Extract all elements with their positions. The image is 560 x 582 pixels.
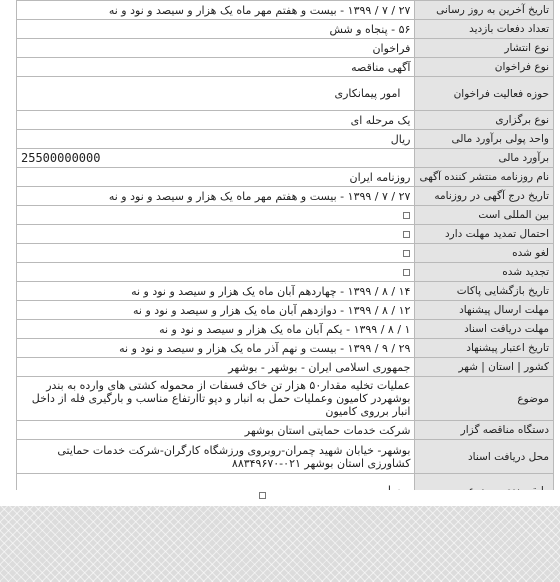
table-row — [17, 244, 554, 263]
small-checkbox — [259, 492, 266, 499]
row-label: تاریخ آخرین به روز رسانی — [415, 1, 554, 20]
table-row — [17, 440, 554, 474]
table-row — [17, 358, 554, 377]
table-row — [17, 320, 554, 339]
row-label: تاریخ درج آگهی در روزنامه — [415, 187, 554, 206]
table-row — [17, 58, 554, 77]
row-label: لغو شده — [415, 244, 554, 263]
row-label: تعداد دفعات بازدید — [415, 20, 554, 39]
table-row — [17, 77, 554, 111]
spacer — [0, 490, 560, 506]
row-value: ۱۲ / ۸ / ۱۳۹۹ - دوازدهم آبان ماه یک هزار و سیصد و نود و نه — [17, 301, 415, 320]
row-value: جمهوری اسلامی ایران - بوشهر - بوشهر — [17, 358, 415, 377]
table-row — [17, 301, 554, 320]
table-row — [17, 206, 554, 225]
row-label: احتمال تمدید مهلت دارد — [415, 225, 554, 244]
row-label: نوع برگزاری — [415, 111, 554, 130]
row-label: مهلت دریافت اسناد — [415, 320, 554, 339]
row-value: آگهی مناقصه — [17, 58, 415, 77]
row-label: موضوع — [415, 377, 554, 421]
row-value: یک مرحله ای — [17, 111, 415, 130]
row-value: ۱۴ / ۸ / ۱۳۹۹ - چهاردهم آبان ماه یک هزار و سیصد و نود و نه — [17, 282, 415, 301]
row-label: واحد پولی برآورد مالی — [415, 130, 554, 149]
row-label: تاریخ بازگشایی پاکات — [415, 282, 554, 301]
budget-amount: 25500000000 — [21, 151, 101, 165]
row-value: ریال — [17, 130, 415, 149]
row-value: ۲۷ / ۷ / ۱۳۹۹ - بیست و هفتم مهر ماه یک هزار و سیصد و نود و نه — [17, 187, 415, 206]
row-label: نوع فراخوان — [415, 58, 554, 77]
row-value: شرکت خدمات حمایتی استان بوشهر — [17, 421, 415, 440]
table-row — [17, 339, 554, 358]
table-row — [17, 111, 554, 130]
row-label: برآورد مالی — [415, 149, 554, 168]
table-row — [17, 149, 554, 168]
row-value: فراخوان — [17, 39, 415, 58]
table-row — [17, 263, 554, 282]
row-label: مهلت ارسال پیشنهاد — [415, 301, 554, 320]
table-row — [17, 168, 554, 187]
row-value: عملیات تخلیه مقدار۵۰ هزار تن خاک فسفات از محموله کشتی های وارده به بندر بوشهردر کامیون وعملیات حمل به انبار و دپو تاارتفاع مناسب و بارگیری فله از داخل انبار برروی کامیون — [17, 377, 415, 421]
table-row — [17, 187, 554, 206]
table-row — [17, 20, 554, 39]
row-label: محل دریافت اسناد — [415, 440, 554, 474]
tender-details-table — [16, 0, 554, 527]
row-value: بوشهر- خیابان شهید چمران-روبروی ورزشگاه کارگران-شرکت خدمات حمایتی کشاورزی استان بوشهر ۰۲۱-۸۸۳۴۹۶۷۰ — [17, 440, 415, 474]
row-value: ۱ / ۸ / ۱۳۹۹ - یکم آبان ماه یک هزار و سیصد و نود و نه — [17, 320, 415, 339]
table-row — [17, 130, 554, 149]
row-label: تجدید شده — [415, 263, 554, 282]
row-label: حوزه فعالیت فراخوان — [415, 77, 554, 111]
row-value: روزنامه ایران — [17, 168, 415, 187]
cancelled-checkbox — [403, 250, 410, 257]
row-label: کشور | استان | شهر — [415, 358, 554, 377]
row-value: ۲۷ / ۷ / ۱۳۹۹ - بیست و هفتم مهر ماه یک هزار و سیصد و نود و نه — [17, 1, 415, 20]
table-row — [17, 282, 554, 301]
row-label: تاریخ اعتبار پیشنهاد — [415, 339, 554, 358]
background-pattern — [0, 506, 560, 582]
table-row — [17, 1, 554, 20]
row-value: ۲۹ / ۹ / ۱۳۹۹ - بیست و نهم آذر ماه یک هزار و سیصد و نود و نه — [17, 339, 415, 358]
table-row — [17, 377, 554, 421]
table-row — [17, 225, 554, 244]
row-label: بین المللی است — [415, 206, 554, 225]
international-checkbox — [403, 212, 410, 219]
row-value: امور پیمانکاری — [17, 77, 415, 111]
row-value: ۵۶ - پنجاه و شش — [17, 20, 415, 39]
row-label: نام روزنامه منتشر کننده آگهی — [415, 168, 554, 187]
row-label: دستگاه مناقصه گزار — [415, 421, 554, 440]
extension-checkbox — [403, 231, 410, 238]
table-row — [17, 421, 554, 440]
row-label: نوع انتشار — [415, 39, 554, 58]
renewed-checkbox — [403, 269, 410, 276]
table-row — [17, 39, 554, 58]
